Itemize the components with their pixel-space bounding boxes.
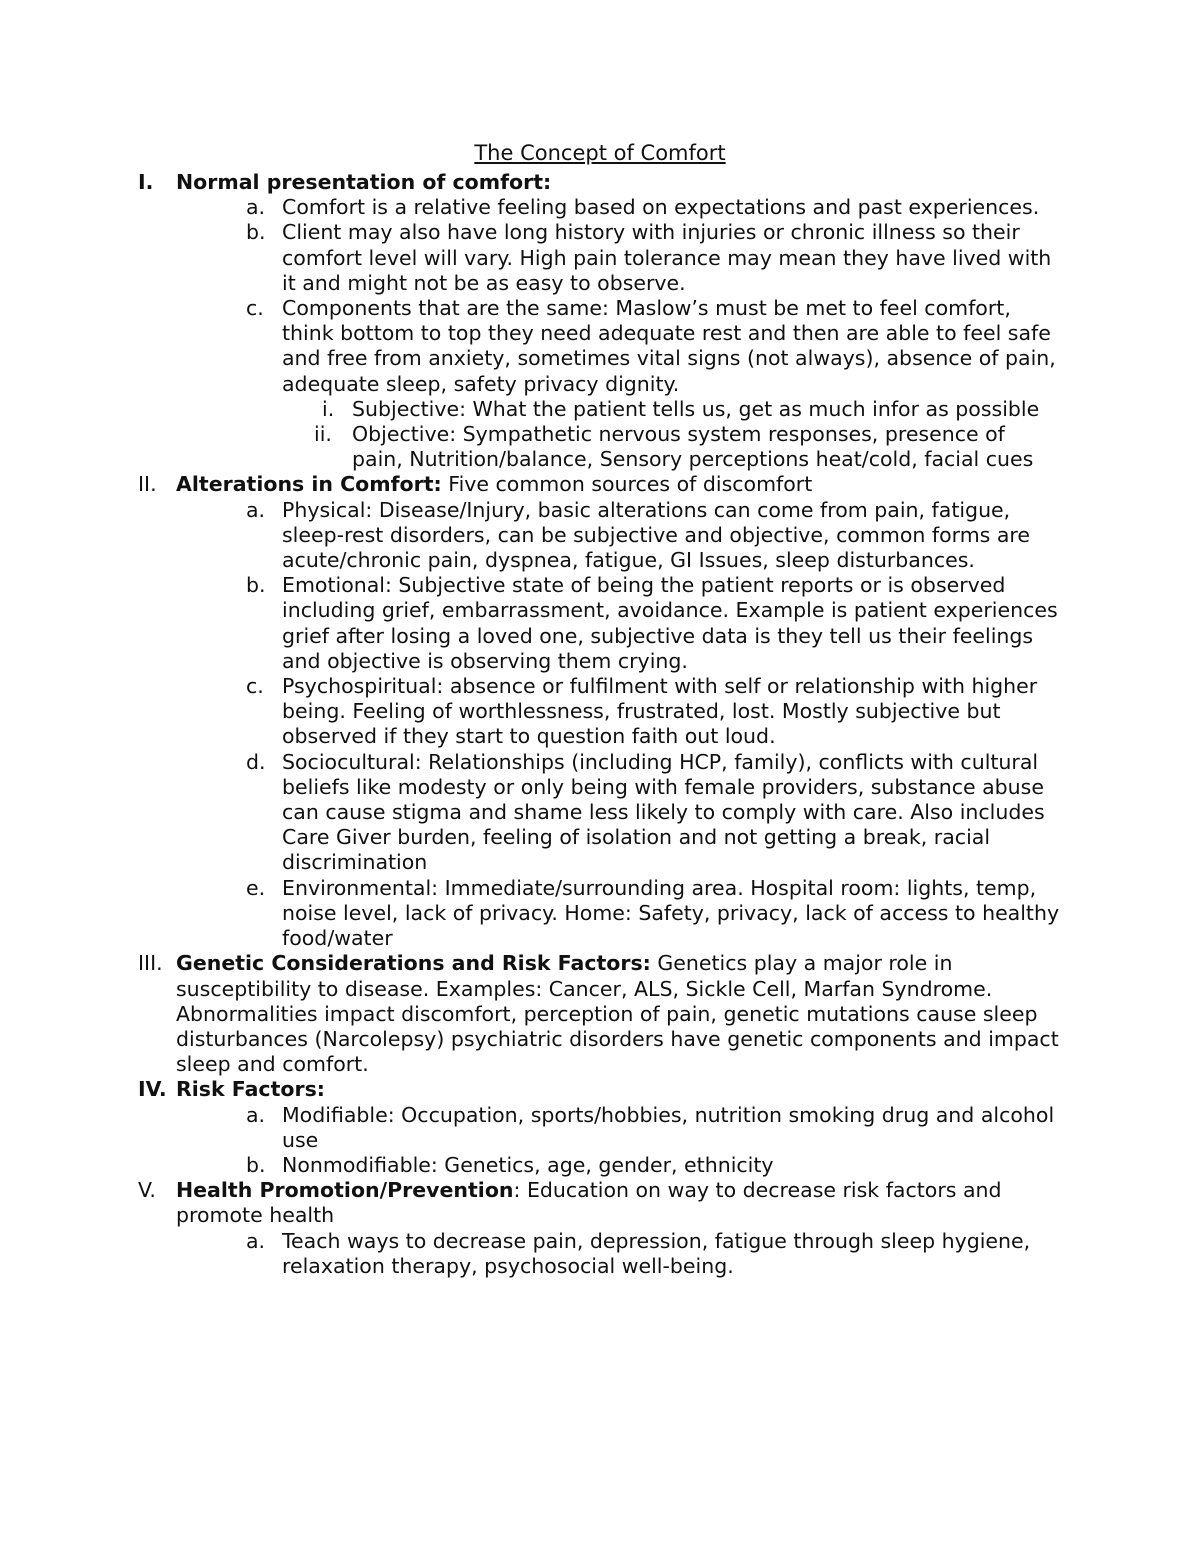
document-title: The Concept of Comfort (474, 141, 726, 165)
section-heading: Alterations in Comfort: (176, 472, 442, 497)
list-item (0, 498, 1200, 574)
item-marker: b. (246, 573, 266, 598)
list-item (0, 1103, 1200, 1153)
section-4 (0, 1077, 1200, 1102)
item-marker: a. (246, 195, 266, 220)
list-item (0, 296, 1200, 397)
item-marker: c. (246, 674, 264, 699)
list-item (0, 1229, 1200, 1279)
item-text: Objective: Sympathetic nervous system responses, presence of pain, Nutrition/balance, Sensory perceptions heat/cold, facial cues (352, 422, 1034, 472)
list-item (0, 573, 1200, 674)
item-text: Subjective: What the patient tells us, get as much infor as possible (352, 396, 1040, 421)
item-text: Teach ways to decrease pain, depression, fatigue through sleep hygiene, relaxation therapy, psychosocial well-being. (282, 1228, 1031, 1278)
section-heading: Genetic Considerations and Risk Factors: (176, 951, 651, 976)
sub-list-item (0, 397, 1200, 422)
item-text: Comfort is a relative feeling based on expectations and past experiences. (282, 195, 1040, 220)
section-text: Genetics play a major role in susceptibility to disease. Examples: Cancer, ALS, Sickle Cell, Marfan Syndrome. Abnormalities impact discomfort, perception of pain, genetic mutations cause sleep disturbances (Narcolepsy) psychiatric disorders have genetic components and impact sleep and comfort. (176, 951, 1059, 1077)
section-text: Five common sources of discomfort (441, 472, 813, 497)
list-item (0, 876, 1200, 952)
section-number: IV. (138, 1077, 167, 1102)
item-text: Nonmodifiable: Genetics, age, gender, ethnicity (282, 1152, 774, 1177)
section-5 (0, 1178, 1200, 1228)
section-1 (0, 170, 1200, 195)
section-number: I. (138, 170, 154, 194)
item-text: Sociocultural: Relationships (including HCP, family), conflicts with cultural beliefs like modesty or only being with female providers, substance abuse can cause stigma and shame less likely to comply with care. Also includes Care Giver burden, feeling of isolation and not getting a break, racial discrimination (282, 749, 1045, 875)
section-heading: Risk Factors: (176, 1077, 325, 1102)
item-text: Physical: Disease/Injury, basic alterations can come from pain, fatigue, sleep-rest disorders, can be subjective and objective, common forms are acute/chronic pain, dyspnea, fatigue, GI Issues, sleep disturbances. (282, 497, 1031, 573)
section-heading: Health Promotion/Prevention (176, 1178, 514, 1203)
item-text: Components that are the same: Maslow’s must be met to feel comfort, think bottom to top they need adequate rest and then are able to feel safe and free from anxiety, sometimes vital signs (not always), absence of pain, adequate sleep, safety privacy dignity. (282, 296, 1056, 396)
item-marker: i. (322, 396, 335, 421)
item-marker: b. (246, 220, 266, 245)
item-marker: e. (246, 875, 266, 900)
item-text: Psychospiritual: absence or fulfilment with self or relationship with higher being. Feeling of worthlessness, frustrated, lost. Mostly subjective but observed if they start to question faith out loud. (282, 674, 1038, 749)
item-text: Modifiable: Occupation, sports/hobbies, nutrition smoking drug and alcohol use (282, 1102, 1055, 1152)
item-text: Environmental: Immediate/surrounding area. Hospital room: lights, temp, noise level, lack of privacy. Home: Safety, privacy, lack of access to healthy food/water (282, 875, 1060, 951)
list-item (0, 195, 1200, 220)
sub-list-item (0, 422, 1200, 472)
document-body (0, 170, 1200, 1279)
item-text: Emotional: Subjective state of being the patient reports or is observed including grief, embarrassment, avoidance. Example is patient experiences grief after losing a loved one, subjective data is they tell us their feelings and objective is observing them crying. (282, 573, 1058, 673)
section-3 (0, 951, 1200, 1077)
item-marker: c. (246, 296, 264, 321)
section-heading: Normal presentation of comfort: (176, 170, 552, 194)
item-marker: d. (246, 749, 266, 774)
section-number: II. (138, 472, 157, 497)
item-marker: a. (246, 1102, 266, 1127)
section-2 (0, 472, 1200, 497)
item-marker: ii. (314, 422, 332, 447)
item-marker: b. (246, 1152, 266, 1177)
item-marker: a. (246, 497, 266, 522)
list-item (0, 1153, 1200, 1178)
item-text: Client may also have long history with injuries or chronic illness so their comfort level will vary. High pain tolerance may mean they have lived with it and might not be as easy to observe. (282, 220, 1052, 295)
list-item (0, 220, 1200, 296)
list-item (0, 750, 1200, 876)
item-marker: a. (246, 1228, 266, 1253)
section-number: V. (138, 1178, 156, 1203)
section-number: III. (138, 951, 163, 976)
list-item (0, 674, 1200, 750)
section-text: : Education on way to decrease risk factors and promote health (176, 1178, 1002, 1228)
